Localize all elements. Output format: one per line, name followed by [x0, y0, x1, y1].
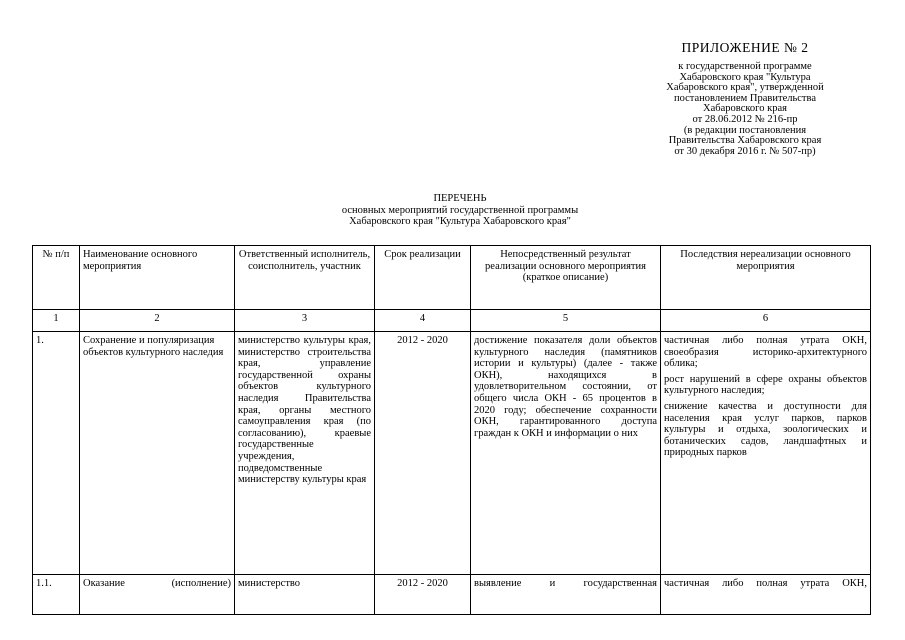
appendix-block: [620, 40, 870, 157]
consequence-item: рост нарушений в сфере охраны объектов культурного наследия;: [664, 373, 867, 397]
appendix-line: постановлением Правительства: [673, 92, 816, 104]
row-name: [80, 575, 235, 615]
row-name-text: Оказание (исполнение): [83, 578, 231, 589]
heading-subtitle-line: основных мероприятий государственной программы: [341, 204, 579, 216]
consequence-item: частичная либо полная утрата ОКН, своеобразия историко-архитектурного облика;: [664, 335, 867, 370]
row-responsible: министерство культуры края, министерство строительства края, управление государственной охраны объектов культурного наследия Правительства края, органы местного самоуправления края (по согласованию), краевые государственные учреждения, подведомственные министерству культуры края: [235, 332, 375, 575]
row-term: 2012 - 2020: [375, 575, 471, 615]
column-number-cell: 5: [471, 310, 661, 332]
appendix-line: к государственной программе: [678, 61, 812, 72]
activities-table: [32, 245, 871, 615]
table-row: [33, 332, 871, 575]
row-number: 1.1.: [33, 575, 80, 615]
appendix-line: Правительства Хабаровского края: [668, 135, 822, 147]
header-cell-name: Наименование основного мероприятия: [80, 246, 235, 310]
column-number-cell: 6: [661, 310, 871, 332]
header-cell-term: Срок реализации: [375, 246, 471, 310]
appendix-line: от 30 декабря 2016 г. № 507-пр): [674, 145, 816, 157]
document-heading: [260, 193, 660, 228]
row-number: 1.: [33, 332, 80, 575]
row-name: Сохранение и популяризация объектов культурного наследия: [80, 332, 235, 575]
column-number-cell: 1: [33, 310, 80, 332]
table-row: [33, 575, 871, 615]
consequence-item: частичная либо полная утрата ОКН,: [664, 578, 867, 589]
row-result: достижение показателя доли объектов культурного наследия (памятников истории и культуры) (далее - также ОКН), находящихся в удовлетворительном состоянии, от общего числа ОКН - 65 процентов в 2020 году; обеспечение сохранности ОКН, гарантированного доступа граждан к ОКН и информации о них: [471, 332, 661, 575]
row-result: [471, 575, 661, 615]
appendix-line: от 28.06.2012 № 216-пр: [692, 113, 798, 125]
header-cell-consequences: Последствия нереализации основного мероприятия: [661, 246, 871, 310]
column-number-cell: 2: [80, 310, 235, 332]
row-result-text: выявление и государственная: [474, 578, 657, 589]
header-cell-result: Непосредственный результат реализации основного мероприятия (краткое описание): [471, 246, 661, 310]
column-number-cell: 3: [235, 310, 375, 332]
row-responsible: министерство: [235, 575, 375, 615]
appendix-line: (в редакции постановления: [683, 124, 807, 136]
table-header-row: [33, 246, 871, 310]
heading-subtitle-line: Хабаровского края "Культура Хабаровского края": [349, 216, 571, 227]
row-consequences: [661, 575, 871, 615]
header-cell-responsible: Ответственный исполнитель, соисполнитель, участник: [235, 246, 375, 310]
column-number-cell: 4: [375, 310, 471, 332]
column-number-row: [33, 310, 871, 332]
row-term: 2012 - 2020: [375, 332, 471, 575]
appendix-line: Хабаровского края "Культура: [679, 71, 811, 83]
header-cell-number: № п/п: [33, 246, 80, 310]
consequence-item: снижение качества и доступности для населения края услуг парков, парков культуры и отдыха, зоологических и ботанических садов, ландшафтных и природных парков: [664, 400, 867, 459]
appendix-title: ПРИЛОЖЕНИЕ № 2: [681, 40, 809, 55]
row-consequences: [661, 332, 871, 575]
appendix-line: Хабаровского края: [703, 103, 787, 115]
appendix-line: Хабаровского края", утвержденной: [666, 82, 824, 94]
heading-title: ПЕРЕЧЕНЬ: [433, 193, 487, 204]
